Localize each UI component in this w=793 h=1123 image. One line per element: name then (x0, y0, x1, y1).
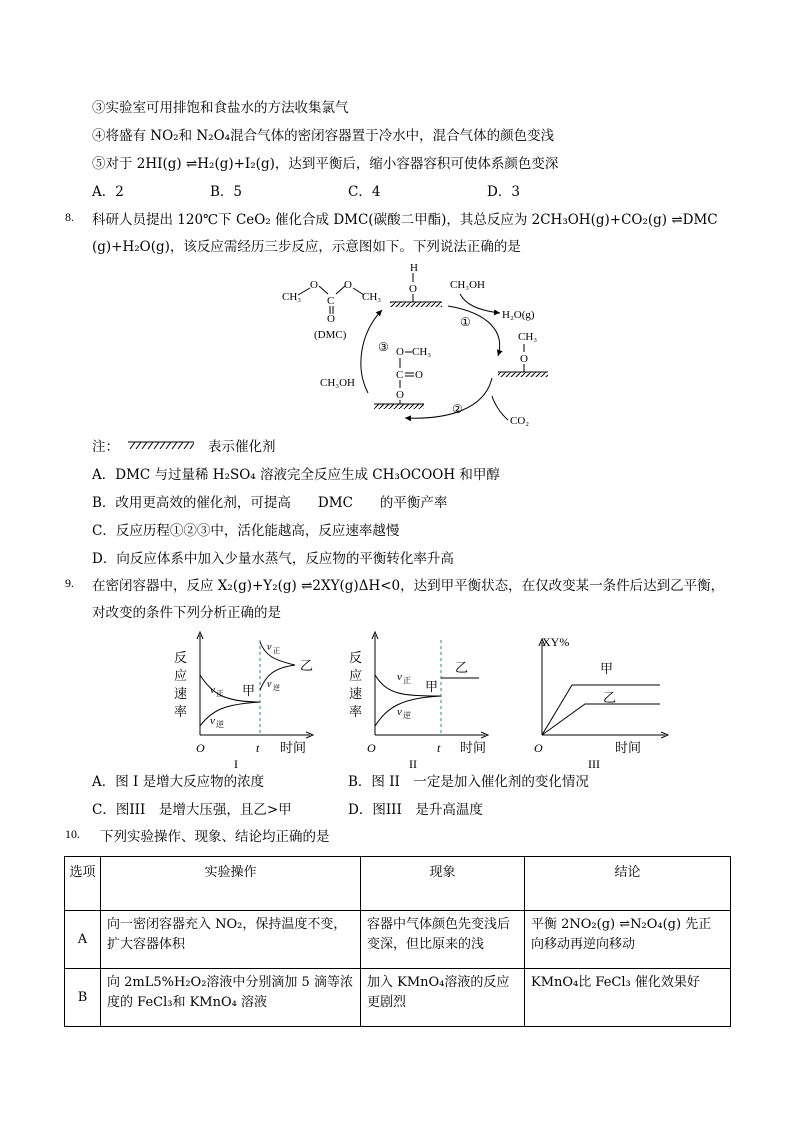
q10-stem: 下列实验操作、现象、结论均正确的是 (100, 829, 330, 845)
g2-v-reverse: v (397, 706, 402, 718)
g1-v-reverse-2-sub: 逆 (273, 684, 280, 692)
carb-o-double: O (415, 369, 423, 381)
q9-stem-line-2: 对改变的条件下列分析正确的是 (92, 605, 281, 621)
table-row (65, 911, 731, 969)
g3-time: 时间 (615, 740, 642, 755)
q7-item-5: ⑤对于 2HI(g) ⇌H₂(g)+I₂(g)，达到平衡后，缩小容器容积可使体系颜色变深 (92, 156, 559, 172)
h2o-product: H₂O(g) (502, 309, 535, 321)
row-a-phenomenon: 容器中气体颜色先变浅后变深，但比原来的浅 (361, 911, 525, 969)
q8-option-b: B．改用更高效的催化剂，可提高 DMC 的平衡产率 (92, 495, 448, 511)
g1-v-forward-2-sub: 正 (273, 647, 280, 655)
q9-option-d: D．图III 是升高温度 (348, 802, 483, 818)
q8-stem-line-2: (g)+H₂O(g)，该反应需经历三步反应，示意图如下。下列说法正确的是 (92, 239, 521, 255)
q9-option-b: B．图 II 一定是加入催化剂的变化情况 (348, 774, 589, 790)
q8-note-prefix: 注： (92, 439, 119, 455)
carb-o-top: O (396, 346, 404, 358)
dmc-c: C (327, 295, 335, 307)
q7-option-c: C．4 (348, 184, 381, 200)
catalyst-hatch-icon (128, 441, 194, 449)
dmc-o-left: O (310, 279, 318, 291)
q8-option-d: D．向反应体系中加入少量水蒸气，反应物的平衡转化率升高 (92, 551, 454, 567)
g1-origin: O (196, 741, 205, 755)
xy-percent-graph-3 (530, 630, 680, 770)
surface-o-right: O (520, 353, 528, 365)
surface-ch3: CH₃ (518, 331, 538, 343)
carb-ch3: CH₃ (412, 346, 432, 358)
g2-ylabel-1: 反 (349, 650, 363, 665)
catalytic-cycle-diagram (270, 258, 560, 433)
g1-yi: 乙 (300, 658, 314, 673)
g1-time: 时间 (280, 740, 307, 755)
q9-option-a: A．图 I 是增大反应物的浓度 (92, 774, 265, 790)
g1-v-reverse-sub: 逆 (216, 720, 224, 729)
g1-ylabel-1: 反 (174, 650, 188, 665)
row-a-option: A (65, 911, 101, 969)
g1-ylabel-3: 速 (174, 686, 188, 701)
q7-item-3: ③实验室可用排饱和食盐水的方法收集氯气 (92, 100, 349, 116)
q9-stem-line-1: 在密闭容器中，反应 X₂(g)+Y₂(g) ⇌2XY(g)ΔH<0，达到甲平衡状态，在仅改变某一条件后达到乙平衡， (92, 578, 725, 594)
row-a-conclusion: 平衡 2NO₂(g) ⇌N₂O₄(g) 先正向移动再逆向移动 (525, 911, 731, 969)
dmc-ch3-left: CH₃ (282, 291, 302, 303)
carb-c: C (396, 369, 404, 381)
g3-ylabel: XY% (542, 635, 570, 649)
q9-option-c: C．图III 是增大压强，且乙>甲 (92, 802, 292, 818)
experiment-table (64, 856, 731, 1027)
step-1-label: ① (460, 315, 471, 329)
g1-ylabel-2: 应 (174, 668, 188, 683)
surface-h: H (410, 262, 418, 274)
g1-v-forward: v (210, 684, 215, 696)
g2-v-forward: v (397, 671, 402, 683)
q8-option-c: C．反应历程①②③中，活化能越高，反应速率越慢 (92, 523, 400, 539)
g2-caption: II (409, 757, 417, 770)
row-b-option: B (65, 969, 101, 1027)
g3-origin: O (534, 741, 543, 755)
q8-option-a: A．DMC 与过量稀 H₂SO₄ 溶液完全反应生成 CH₃OCOOH 和甲醇 (92, 467, 500, 483)
g3-yi: 乙 (603, 690, 617, 705)
g1-v-reverse-2: v (267, 679, 272, 690)
q7-option-b: B．5 (210, 184, 243, 200)
g2-jia: 甲 (425, 679, 439, 694)
g2-time: 时间 (460, 740, 487, 755)
g1-v-reverse: v (210, 715, 215, 727)
g2-yi: 乙 (455, 660, 469, 675)
g1-ylabel-4: 率 (174, 704, 188, 719)
rate-graph-2 (345, 630, 495, 770)
dmc-label: (DMC) (314, 329, 347, 341)
header-phenomenon: 现象 (361, 857, 525, 911)
rate-graph-1 (170, 630, 320, 770)
row-b-operation: 向 2mL5%H₂O₂溶液中分别滴加 5 滴等浓度的 FeCl₃和 KMnO₄ 溶液 (101, 969, 361, 1027)
row-b-conclusion: KMnO₄比 FeCl₃ 催化效果好 (525, 969, 731, 1027)
g3-jia: 甲 (600, 661, 614, 676)
g2-ylabel-4: 率 (349, 704, 363, 719)
g1-t: t (256, 741, 260, 755)
q7-option-a: A．2 (92, 184, 124, 200)
q8-stem-line-1: 科研人员提出 120℃下 CeO₂ 催化合成 DMC(碳酸二甲酯)，其总反应为 2CH₃OH(g)+CO₂(g) ⇌DMC (92, 212, 718, 228)
q8-number: 8. (65, 210, 74, 224)
table-row (65, 969, 731, 1027)
dmc-o-double: O (327, 313, 335, 325)
dmc-ch3-right: CH₃ (362, 291, 382, 303)
g2-ylabel-2: 应 (349, 668, 363, 683)
header-conclusion: 结论 (525, 857, 731, 911)
g1-caption: I (234, 757, 238, 770)
g1-jia: 甲 (242, 683, 256, 698)
g3-caption: III (588, 757, 600, 770)
g2-ylabel-3: 速 (349, 686, 363, 701)
row-b-phenomenon: 加入 KMnO₄溶液的反应更剧烈 (361, 969, 525, 1027)
q10-number: 10. (65, 827, 80, 841)
co2-reactant: CO₂ (510, 415, 530, 427)
q8-note-text: 表示催化剂 (208, 439, 276, 455)
header-operation: 实验操作 (101, 857, 361, 911)
table-header-row (65, 857, 731, 911)
q7-option-d: D．3 (487, 184, 520, 200)
g1-v-forward-sub: 正 (216, 689, 224, 698)
g1-v-forward-2: v (267, 642, 272, 653)
step-2-label: ② (452, 402, 463, 416)
g2-t: t (437, 741, 441, 755)
g2-v-forward-sub: 正 (403, 676, 411, 685)
q9-number: 9. (65, 576, 74, 590)
step-3-label: ③ (378, 340, 389, 354)
header-option: 选项 (65, 857, 101, 911)
ch3oh-step3: CH₃OH (320, 377, 356, 389)
g2-v-reverse-sub: 逆 (403, 711, 411, 720)
carb-o-bottom: O (396, 389, 404, 401)
g2-origin: O (367, 741, 376, 755)
surface-o-top: O (409, 283, 417, 295)
ch3oh-step1: CH₃OH (450, 279, 486, 291)
row-a-operation: 向一密闭容器充入 NO₂，保持温度不变，扩大容器体积 (101, 911, 361, 969)
q7-item-4: ④将盛有 NO₂和 N₂O₄混合气体的密闭容器置于冷水中，混合气体的颜色变浅 (92, 128, 555, 144)
dmc-o-right: O (344, 279, 352, 291)
